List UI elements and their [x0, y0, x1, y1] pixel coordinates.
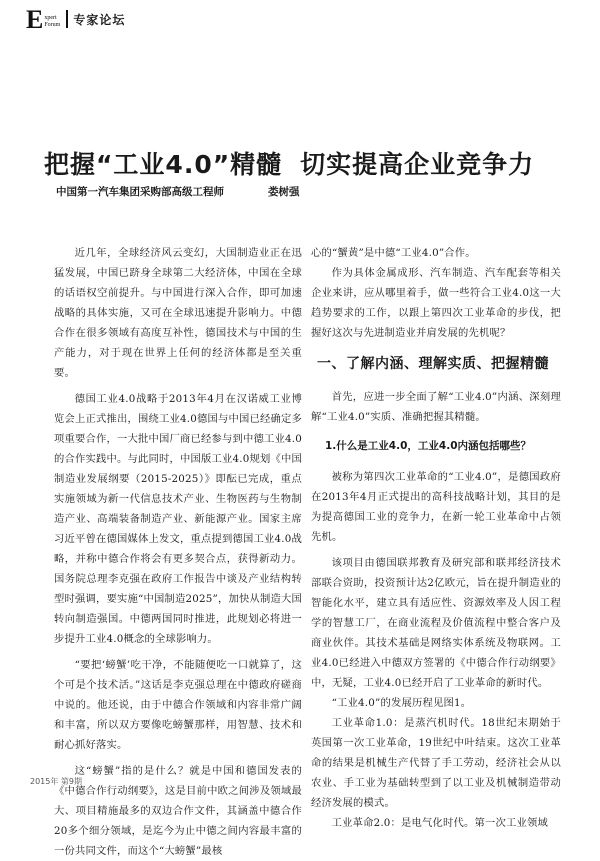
paragraph: 首先，应进一步全面了解“工业4.0”内涵、深刻理解“工业4.0”实质、准确把握其精髓。 [311, 391, 561, 423]
header-divider [66, 10, 68, 28]
section-heading: 一、了解内涵、理解实质、把握精髓 [317, 356, 549, 372]
paragraph: 工业革命1.0：是蒸汽机时代。18世纪末期始于英国第一次工业革命，19世纪中叶结束。这次工业革命的结果是机械生产代替了手工劳动，经济社会从以农业、手工业为基础转型到了以工业及机械制造带动经济发展的模式。 [311, 717, 561, 809]
logo-letter: E [26, 5, 44, 34]
title-part-1: 把握“工业4.0”精髓 [44, 150, 283, 179]
page-header [26, 6, 125, 32]
paragraph: 近几年，全球经济风云变幻，大国制造业正在迅猛发展，中国已跻身全球第二大经济体，中国在全球的话语权空前提升。与中国进行深入合作，即可加速战略的具体实施，又可在全球迅速提升影响力。中德合作在很多领域有高度互补性，德国技术与中国的生产能力，对于现在世界上任何的经济体都是至关重要。 [54, 247, 302, 379]
title-part-2: 切实提高企业竞争力 [300, 150, 535, 179]
paragraph: 这“螃蟹”指的是什么？就是中国和德国发表的《中德合作行动纲要》，这是目前中欧之间涉及领域最大、项目精施最多的双边合作文件，其涵盖中德合作20多个细分领域，是迄今为止中德之间内容最丰富的一份共同文件，而这个“大螃蟹”最核 [54, 765, 302, 857]
paragraph: “要把‘螃蟹’吃干净，不能随便吃一口就算了，这个可是个技术活。”这话是李克强总理在中德政府磋商中说的。他还说，由于中德合作领域和内容非常广阔和丰富，所以双方要像吃螃蟹那样，用智慧、技术和耐心抓好落实。 [54, 659, 302, 751]
page-footer: 2015年 第9期 [30, 777, 82, 786]
section-label: 专家论坛 [73, 12, 126, 27]
expert-forum-logo [26, 5, 61, 34]
paragraph: 工业革命2.0：是电气化时代。第一次工业领域 [331, 817, 549, 829]
author-line [56, 184, 300, 199]
logo-line-2: Forum [44, 22, 61, 28]
left-column [54, 243, 302, 861]
article-title [0, 145, 600, 181]
right-column [311, 243, 561, 833]
author-name: 娄树强 [268, 186, 300, 198]
logo-subtext [44, 15, 60, 29]
paragraph: 德国工业4.0战略于2013年4月在汉诺威工业博览会上正式推出，围绕工业4.0德国与中国已经确定多项重要合作，一大批中国厂商已经参与到中德工业4.0的合作实践中。与此同时，中国版工业4.0规划《中国制造业发展纲要（2015-2025）》即酝已完成，重点实施领域为新一代信息技术产业、生物医药与生物制造产业、高端装备制造产业、新能源产业。国家主席习近平曾在德国媒体上发文，重点提到德国工业4.0战略，并称中德合作将会有更多契合点，获得新动力。国务院总理李克强在政府工作报告中谈及产业结构转型时强调，要实施“中国制造2025”，加快从制造大国转向制造强国。中德两国同时推进，此规划必将进一步提升工业4.0概念的全球影响力。 [54, 393, 302, 645]
paragraph: 被称为第四次工业革命的“工业4.0”，是德国政府在2013年4月正式提出的高科技战略计划，其目的是为提高德国工业的竞争力，在新一轮工业革命中占领先机。 [311, 471, 561, 543]
logo-line-1: xpert [44, 15, 57, 21]
subsection-heading: 1.什么是工业4.0，工业4.0内涵包括哪些？ [325, 440, 531, 452]
paragraph-continuation: 心的“蟹黄”是中德“工业4.0”合作。 [311, 247, 476, 259]
paragraph: “工业4.0”的发展历程见图1。 [331, 697, 472, 709]
paragraph: 作为具体金属成形、汽车制造、汽车配套等相关企业来讲，应从哪里着手，做一些符合工业4.0这一大趋势要求的工作，以跟上第四次工业革命的步伐，把握好这次与先进制造业并肩发展的先机呢？ [311, 267, 561, 339]
paragraph: 该项目由德国联邦教育及研究部和联邦经济技术部联合资助，投资预计达2亿欧元，旨在提升制造业的智能化水平，建立具有适应性、资源效率及人因工程学的智慧工厂，在商业流程及价值流程中整合客户及商业伙伴。其技术基础是网络实体系统及物联网。工业4.0已经进入中德双方签署的《中德合作行动纲要》中，无疑，工业4.0已经开启了工业革命的新时代。 [311, 557, 561, 689]
author-affiliation: 中国第一汽车集团采购部高级工程师 [56, 186, 224, 198]
